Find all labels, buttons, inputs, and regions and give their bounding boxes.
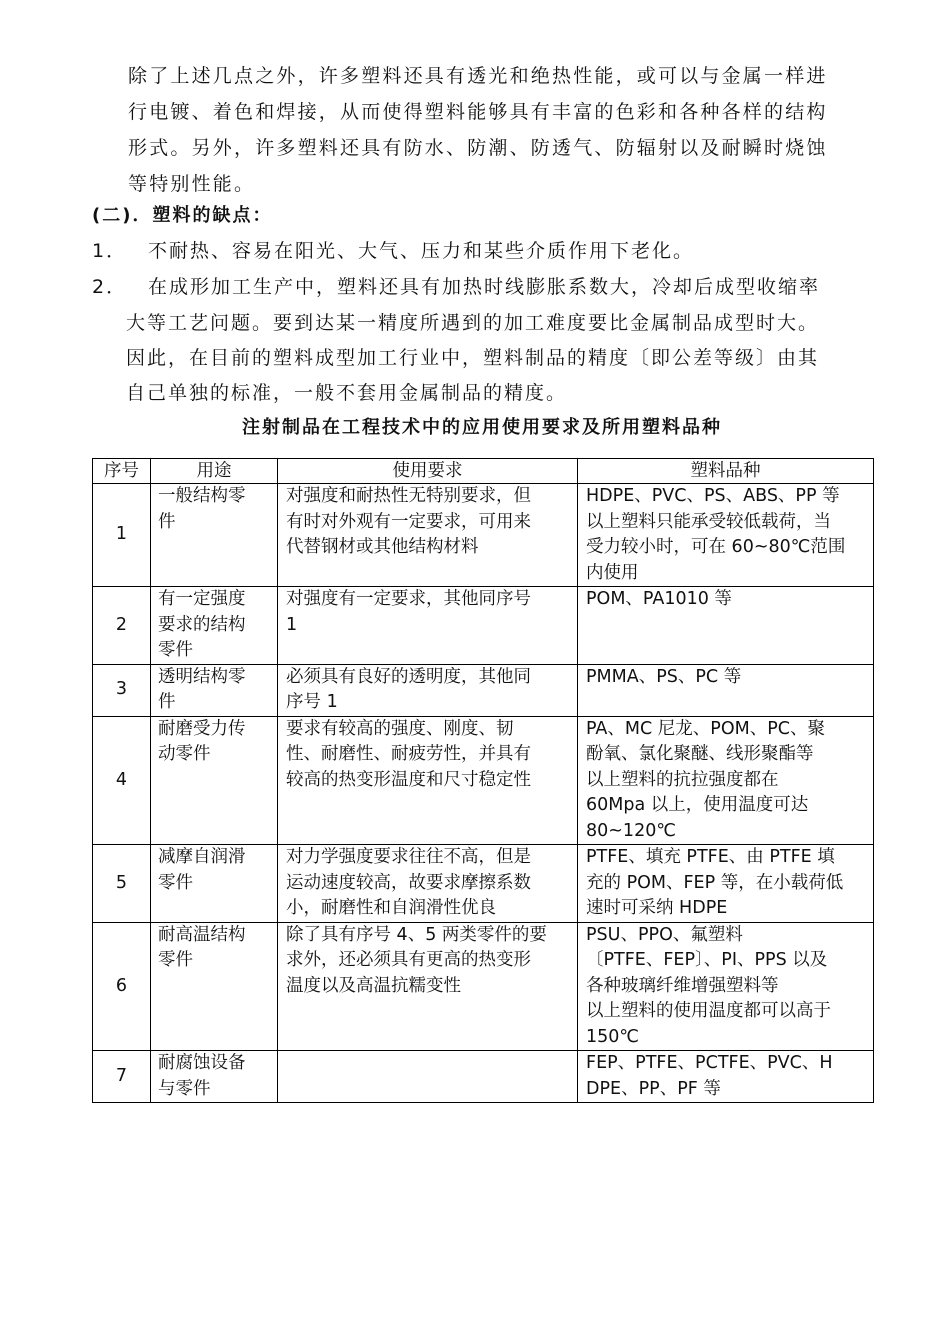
- table-row: [93, 664, 874, 716]
- list-item-2-continuation: [126, 306, 866, 411]
- cell-plastic-type: [578, 587, 874, 665]
- list-item-1: [92, 234, 872, 269]
- cell-use: [151, 1051, 278, 1103]
- cell-line: 性、耐磨性、耐疲劳性，并具有: [286, 744, 531, 764]
- list-item-text: 大等工艺问题。要到达某一精度所遇到的加工难度要比金属制品成型时大。: [126, 312, 820, 334]
- list-item-text: 不耐热、容易在阳光、大气、压力和某些介质作用下老化。: [148, 240, 695, 262]
- cell-line: 一般结构零: [158, 486, 246, 506]
- cell-line: 求外，还必须具有更高的热变形: [286, 950, 531, 970]
- cell-use: [151, 716, 278, 845]
- cell-use: [151, 845, 278, 923]
- cell-line: HDPE、PVC、PS、ABS、PP 等: [586, 486, 840, 506]
- list-item-number: 1．: [92, 240, 128, 262]
- table-row: [93, 922, 874, 1051]
- list-item-text: 自己单独的标准，一般不套用金属制品的精度。: [126, 382, 568, 404]
- cell-line: 耐磨受力传: [158, 718, 246, 739]
- cell-line: 温度以及高温抗糯变性: [286, 975, 461, 996]
- cell-line: 件: [158, 511, 176, 532]
- cell-seq: 4: [93, 716, 151, 845]
- cell-requirement: [278, 484, 578, 587]
- cell-line: PA、MC 尼龙、POM、PC、聚: [586, 718, 825, 739]
- cell-line: 运动速度较高，故要求摩擦系数: [286, 872, 531, 893]
- cell-line: 零件: [158, 950, 193, 970]
- cell-line: DPE、PP、PF 等: [586, 1078, 721, 1099]
- intro-paragraph: [128, 58, 873, 202]
- section-heading: (二)．塑料的缺点：: [92, 205, 273, 226]
- cell-use: [151, 664, 278, 716]
- cell-requirement: [278, 716, 578, 845]
- cell-line: 零件: [158, 872, 193, 893]
- cell-line: 序号 1: [286, 692, 338, 712]
- cell-line: 与零件: [158, 1078, 211, 1099]
- application-table: [92, 458, 874, 1103]
- cell-line: 小，耐磨性和自润滑性优良: [286, 898, 496, 918]
- cell-plastic-type: [578, 484, 874, 587]
- cell-line: 有一定强度: [158, 589, 246, 609]
- cell-line: 对强度有一定要求，其他同序号: [286, 589, 531, 609]
- cell-line: 速时可采纳 HDPE: [586, 898, 728, 918]
- table-row: [93, 1051, 874, 1103]
- cell-line: 零件: [158, 640, 193, 660]
- cell-line: POM、PA1010 等: [586, 589, 732, 609]
- cell-line: 各种玻璃纤维增强塑料等: [586, 975, 779, 996]
- cell-line: 以上塑料的抗拉强度都在: [586, 769, 779, 790]
- table-title: 注射制品在工程技术中的应用使用要求及所用塑料品种: [242, 417, 722, 438]
- cell-plastic-type: [578, 664, 874, 716]
- list-item-text: 在成形加工生产中，塑料还具有加热时线膨胀系数大，冷却后成型收缩率: [148, 276, 821, 298]
- cell-requirement: [278, 587, 578, 665]
- list-item-text: 因此，在目前的塑料成型加工行业中，塑料制品的精度〔即公差等级〕由其: [126, 347, 820, 369]
- cell-plastic-type: [578, 922, 874, 1051]
- cell-line: 对力学强度要求往往不高，但是: [286, 847, 531, 867]
- cell-line: 减摩自润滑: [158, 847, 246, 867]
- paragraph-line: 除了上述几点之外，许多塑料还具有透光和绝热性能，或可以与金属一样进: [128, 65, 828, 87]
- cell-line: 透明结构零: [158, 666, 246, 687]
- cell-seq: 5: [93, 845, 151, 923]
- cell-use: [151, 922, 278, 1051]
- cell-line: 对强度和耐热性无特别要求，但: [286, 486, 531, 506]
- cell-line: 动零件: [158, 744, 211, 764]
- cell-line: 除了具有序号 4、5 两类零件的要: [286, 924, 547, 945]
- cell-line: 受力较小时，可在 60~80℃范围: [586, 537, 846, 557]
- cell-line: 较高的热变形温度和尺寸稳定性: [286, 769, 531, 790]
- cell-line: PMMA、PS、PC 等: [586, 666, 742, 687]
- cell-line: 酚氧、氯化聚醚、线形聚酯等: [586, 744, 814, 764]
- header-requirement: 使用要求: [278, 459, 578, 484]
- cell-line: 1: [286, 614, 298, 635]
- cell-line: 要求有较高的强度、刚度、韧: [286, 718, 514, 739]
- table-row: [93, 845, 874, 923]
- cell-line: 必须具有良好的透明度，其他同: [286, 666, 531, 687]
- cell-line: 〔PTFE、FEP〕、PI、PPS 以及: [586, 950, 828, 970]
- cell-line: 耐腐蚀设备: [158, 1053, 246, 1073]
- cell-line: 代替钢材或其他结构材料: [286, 537, 479, 557]
- cell-requirement: [278, 845, 578, 923]
- paragraph-line: 行电镀、着色和焊接，从而使得塑料能够具有丰富的色彩和各种各样的结构: [128, 101, 828, 123]
- header-plastic-type: 塑料品种: [578, 459, 874, 484]
- cell-line: 耐高温结构: [158, 924, 246, 945]
- cell-seq: 2: [93, 587, 151, 665]
- table-body: [93, 484, 874, 1103]
- cell-line: 60Mpa 以上，使用温度可达: [586, 795, 809, 815]
- cell-plastic-type: [578, 1051, 874, 1103]
- cell-seq: 6: [93, 922, 151, 1051]
- cell-seq: 7: [93, 1051, 151, 1103]
- cell-line: 内使用: [586, 562, 639, 583]
- cell-use: [151, 484, 278, 587]
- list-item-2: [92, 270, 872, 305]
- cell-use: [151, 587, 278, 665]
- cell-requirement: [278, 1051, 578, 1103]
- table-header-row: [93, 459, 874, 484]
- table-row: [93, 484, 874, 587]
- paragraph-line: 形式。另外，许多塑料还具有防水、防潮、防透气、防辐射以及耐瞬时烧蚀: [128, 137, 828, 159]
- header-use: 用途: [151, 459, 278, 484]
- cell-line: PSU、PPO、氟塑料: [586, 924, 743, 945]
- cell-requirement: [278, 664, 578, 716]
- cell-line: 以上塑料只能承受较低载荷，当: [586, 511, 831, 532]
- header-seq: 序号: [93, 459, 151, 484]
- cell-line: 以上塑料的使用温度都可以高于: [586, 1001, 831, 1021]
- cell-line: 要求的结构: [158, 614, 246, 635]
- cell-requirement: [278, 922, 578, 1051]
- cell-line: PTFE、填充 PTFE、由 PTFE 填: [586, 847, 835, 867]
- cell-seq: 1: [93, 484, 151, 587]
- cell-line: 80~120℃: [586, 820, 676, 841]
- cell-line: FEP、PTFE、PCTFE、PVC、H: [586, 1053, 833, 1073]
- cell-line: 有时对外观有一定要求，可用来: [286, 511, 531, 532]
- cell-line: 件: [158, 692, 176, 712]
- cell-line: 充的 POM、FEP 等，在小载荷低: [586, 872, 844, 893]
- cell-plastic-type: [578, 716, 874, 845]
- cell-seq: 3: [93, 664, 151, 716]
- list-item-number: 2．: [92, 276, 128, 298]
- cell-plastic-type: [578, 845, 874, 923]
- cell-line: 150℃: [586, 1026, 640, 1047]
- table-row: [93, 716, 874, 845]
- table-row: [93, 587, 874, 665]
- paragraph-line: 等特别性能。: [128, 173, 256, 195]
